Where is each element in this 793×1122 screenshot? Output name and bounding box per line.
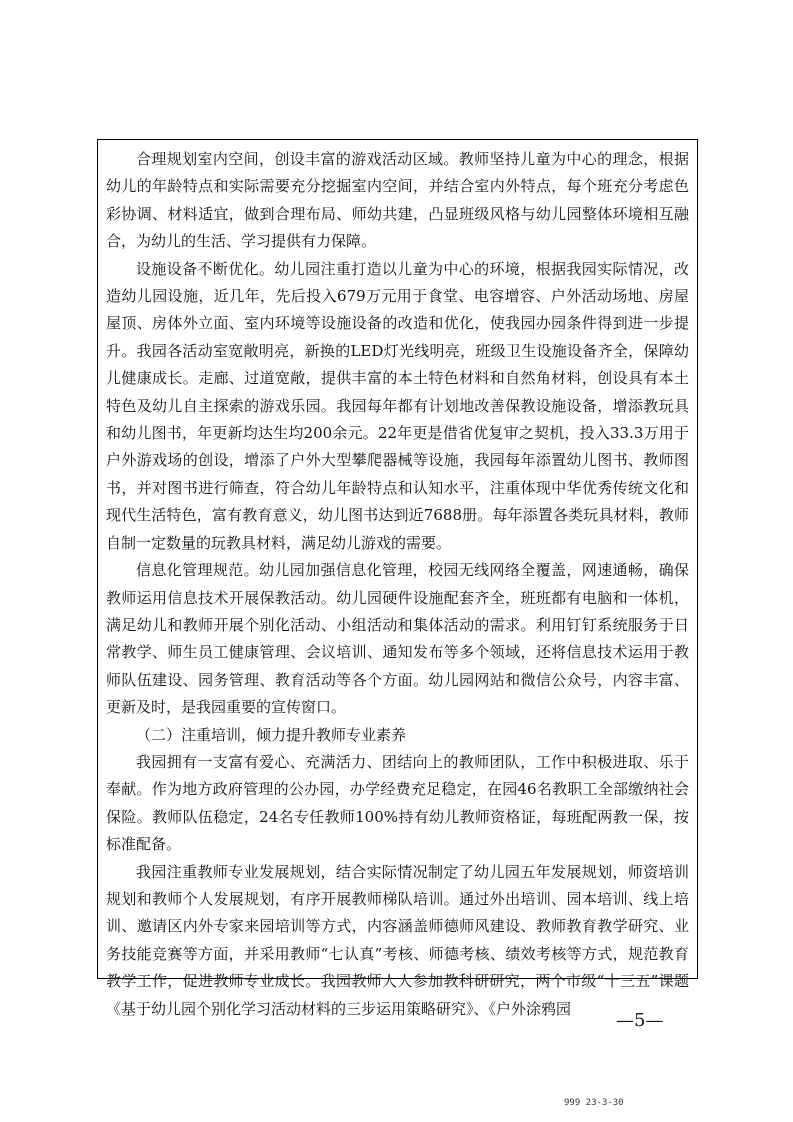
print-stamp: 999 23-3-30 bbox=[564, 1098, 624, 1108]
paragraph-facilities: 设施设备不断优化。幼儿园注重打造以儿童为中心的环境，根据我园实际情况，改造幼儿园设施，近几年，先后投入679万元用于食堂、电容增容、户外活动场地、房屋屋顶、房体外立面、室内环境等设施设备的改造和优化，使我园办园条件得到进一步提升。我园各活动室宽敞明亮，新换的LED灯光线明亮，班级卫生设施设备齐全，保障幼儿健康成长。走廊、过道宽敞，提供丰富的本土特色材料和自然角材料，创设具有本土特色及幼儿自主探索的游戏乐园。我园每年都有计划地改善保教设施设备，增添教玩具和幼儿图书，年更新均达生均200余元。22年更是借省优复审之契机，投入33.3万用于户外游戏场的创设，增添了户外大型攀爬器械等设施，我园每年添置幼儿图书、教师图书，并对图书进行筛查，符合幼儿年龄特点和认知水平，注重体现中华优秀传统文化和现代生活特色，富有教育意义，幼儿图书达到近7688册。每年添置各类玩具材料，教师自制一定数量的玩教具材料，满足幼儿游戏的需要。 bbox=[106, 259, 689, 552]
paragraph-indoor-space: 合理规划室内空间，创设丰富的游戏活动区域。教师坚持儿童为中心的理念，根据幼儿的年龄特点和实际需要充分挖掘室内空间，并结合室内外特点，每个班充分考虑色彩协调、材料适宜，做到合理布局、师幼共建，凸显班级风格与幼儿园整体环境相互融合，为幼儿的生活、学习提供有力保障。 bbox=[106, 150, 689, 251]
page-number: —5— bbox=[616, 1010, 664, 1031]
content-frame bbox=[97, 139, 698, 1018]
paragraph-teacher-development: 我园注重教师专业发展规划，结合实际情况制定了幼儿园五年发展规划，师资培训规划和教师个人发展规划，有序开展教师梯队培训。通过外出培训、园本培训、线上培训、邀请区内外专家来园培训等方式，内容涵盖师德师风建设、教师教育教学研究、业务技能竞赛等方面，并采用教师“七认真”考核、师德考核、绩效考核等方式，规范教育教学工作，促进教师专业成长。我园教师人人参加教科研研究，两个市级“十三五”课题《基于幼儿园个别化学习活动材料的三步运用策略研究》、《户外涂鸦园 bbox=[106, 862, 689, 1018]
document-body bbox=[106, 146, 689, 1023]
paragraph-teacher-team: 我园拥有一支富有爱心、充满活力、团结向上的教师团队，工作中积极进取、乐于奉献。作为地方政府管理的公办园，办学经费充足稳定，在园46名教职工全部缴纳社会保险。教师队伍稳定，24名专任教师100%持有幼儿教师资格证，每班配两教一保，按标准配备。 bbox=[106, 752, 689, 854]
section-heading-training: （二）注重培训，倾力提升教师专业素养 bbox=[136, 725, 407, 744]
paragraph-informatization: 信息化管理规范。幼儿园加强信息化管理，校园无线网络全覆盖，网速通畅，确保教师运用信息技术开展保教活动。幼儿园硬件设施配套齐全，班班都有电脑和一体机，满足幼儿和教师开展个别化活动、小组活动和集体活动的需求。利用钉钉系统服务于日常教学、师生员工健康管理、会议培训、通知发布等多个领域，还将信息技术运用于教师队伍建设、园务管理、教育活动等各个方面。幼儿园网站和微信公众号，内容丰富、更新及时，是我园重要的宣传窗口。 bbox=[106, 561, 689, 717]
